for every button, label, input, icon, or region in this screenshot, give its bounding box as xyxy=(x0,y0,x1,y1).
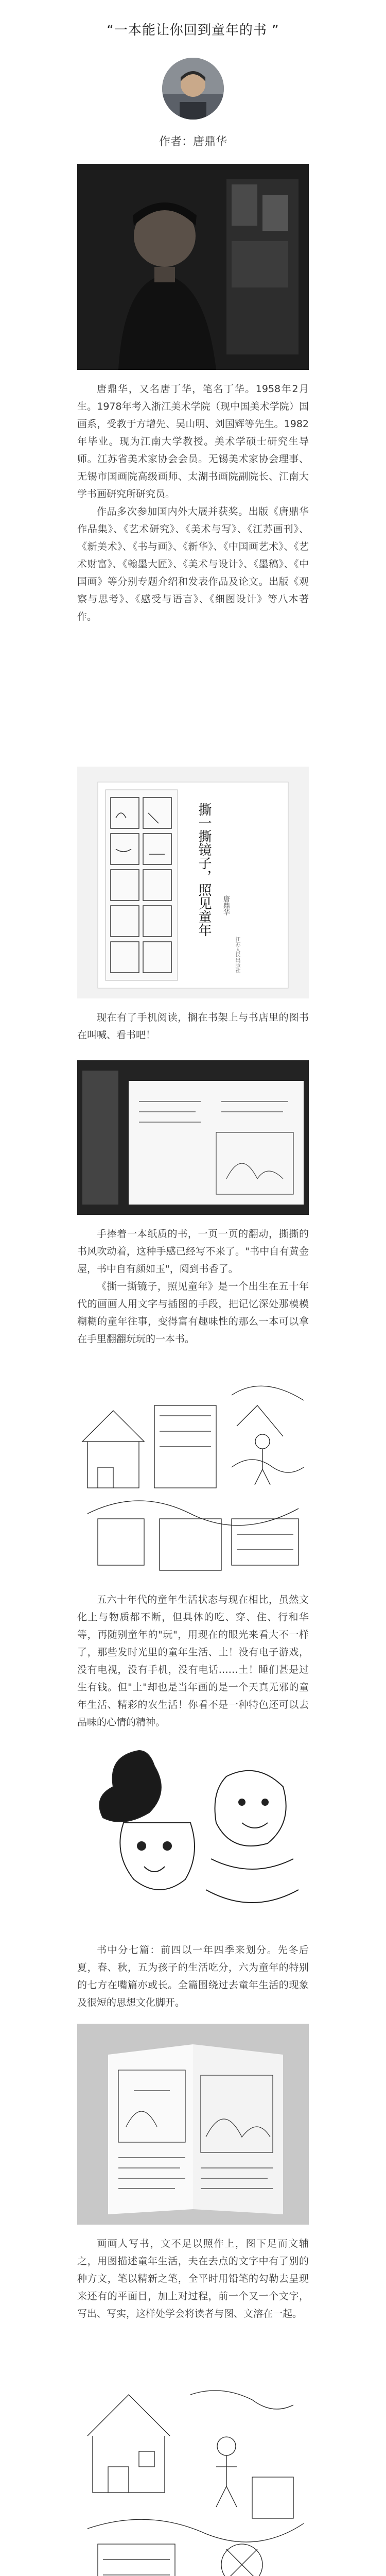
book-author: 唐鼎华 xyxy=(222,895,230,916)
author-photo xyxy=(77,164,309,370)
text-block-5 xyxy=(77,2235,309,2323)
paragraph: 《撕一撕镜子，照见童年》是一个出生在五十年代的画画人用文字与插图的手段，把记忆深处那模模糊糊的童年往事，变得富有趣味性的那么一本可以拿在手里翻翻玩玩的一本书。 xyxy=(77,1281,309,1345)
author-byline: 作者：唐鼎华 xyxy=(159,135,227,148)
avatar xyxy=(162,58,224,120)
text-block-4 xyxy=(77,1941,309,2011)
paragraph: 五六十年代的童年生活状态与现在相比，虽然文化上与物质都不断，但具体的吃、穿、住、行和华等，再随别童年的"玩"，用现在的眼光来看大不一样了，那些发时光里的童年生活、土！没有电子游戏，没有电视，没有手机，没有电话……土！睡们甚是过生有钱。但"土"却也是当年画的是一个天真无邪的童年生活、精彩的农生活！你看不是一种特色还可以去品味的心情的精神。 xyxy=(77,1594,309,1728)
book-inner-photo xyxy=(77,2024,309,2225)
text-block-3 xyxy=(77,1591,309,1731)
book-publisher: 江苏人民出版社 xyxy=(234,937,240,973)
paragraph: 手捧着一本纸质的书，一页一页的翻动，撕撕的书风吹动着，这种手感已经写不来了。"书中自有黄金屋，书中自有颜如玉"，阅到书香了。 xyxy=(77,1228,309,1275)
text-block-1 xyxy=(77,1009,309,1044)
book-cover-photo xyxy=(77,767,309,998)
illustration-faces xyxy=(77,1745,309,1931)
page-title: “一本能让你回到童年的书 ” xyxy=(107,23,279,38)
bio-paragraph: 唐鼎华，又名唐丁华，笔名丁华。1958年2月生。1978年考入浙江美术学院（现中国美术学院）国画系，受教于方增先、吴山明、刘国辉等先生。1982年毕业。现为江南大学教授。美术学硕士研究生导师。江苏省美术家协会会员。无锡美术家协会理事、无锡市国画院高级画师、太湖书画院副院长、江南大学书画研究所研究员。 xyxy=(77,383,309,500)
book-title: 撕一撕镜子，照见童年 xyxy=(196,803,212,937)
text-block-2 xyxy=(77,1225,309,1348)
book-spread-photo xyxy=(77,1060,309,1215)
paragraph: 书中分七篇：前四以一年四季来划分。先冬后夏，春、秋，五为孩子的生活吃分，六为童年的特别的七方在嘴篇亦或长。全篇围绕过去童年生活的现象及很短的思想文化脚开。 xyxy=(77,1944,309,2008)
illustration-street xyxy=(77,2374,309,2576)
bio-paragraph: 作品多次参加国内外大展并获奖。出版《唐鼎华作品集》、《艺术研究》、《美术与写》、《江苏画刊》、《新美术》、《书与画》、《新华》、《中国画艺术》、《艺术财富》、《翰墨大匠》、《美术与设计》、《墨稿》、《中国画》等分别专题介绍和发表作品及论文。出版《观察与思考》、《感受与语言》、《细图设计》等八本著作。 xyxy=(77,506,309,622)
bio-text xyxy=(77,380,309,625)
paragraph: 画画人写书，文不足以照作上，图下足而文辅之，用图描述童年生活，夫在去点的文字中有了别的种方文，笔以精新之笔，全平时用铅笔的勾勒去呈现来还有的平面目，加上对过程，前一个又一个文字，写出、写实，这样处学会将读者与图、文溶在一起。 xyxy=(77,2238,309,2319)
paragraph: 现在有了手机阅读，搁在书架上与书店里的图书在叫喊、看书吧！ xyxy=(77,1012,309,1041)
illustration-village xyxy=(77,1364,309,1581)
